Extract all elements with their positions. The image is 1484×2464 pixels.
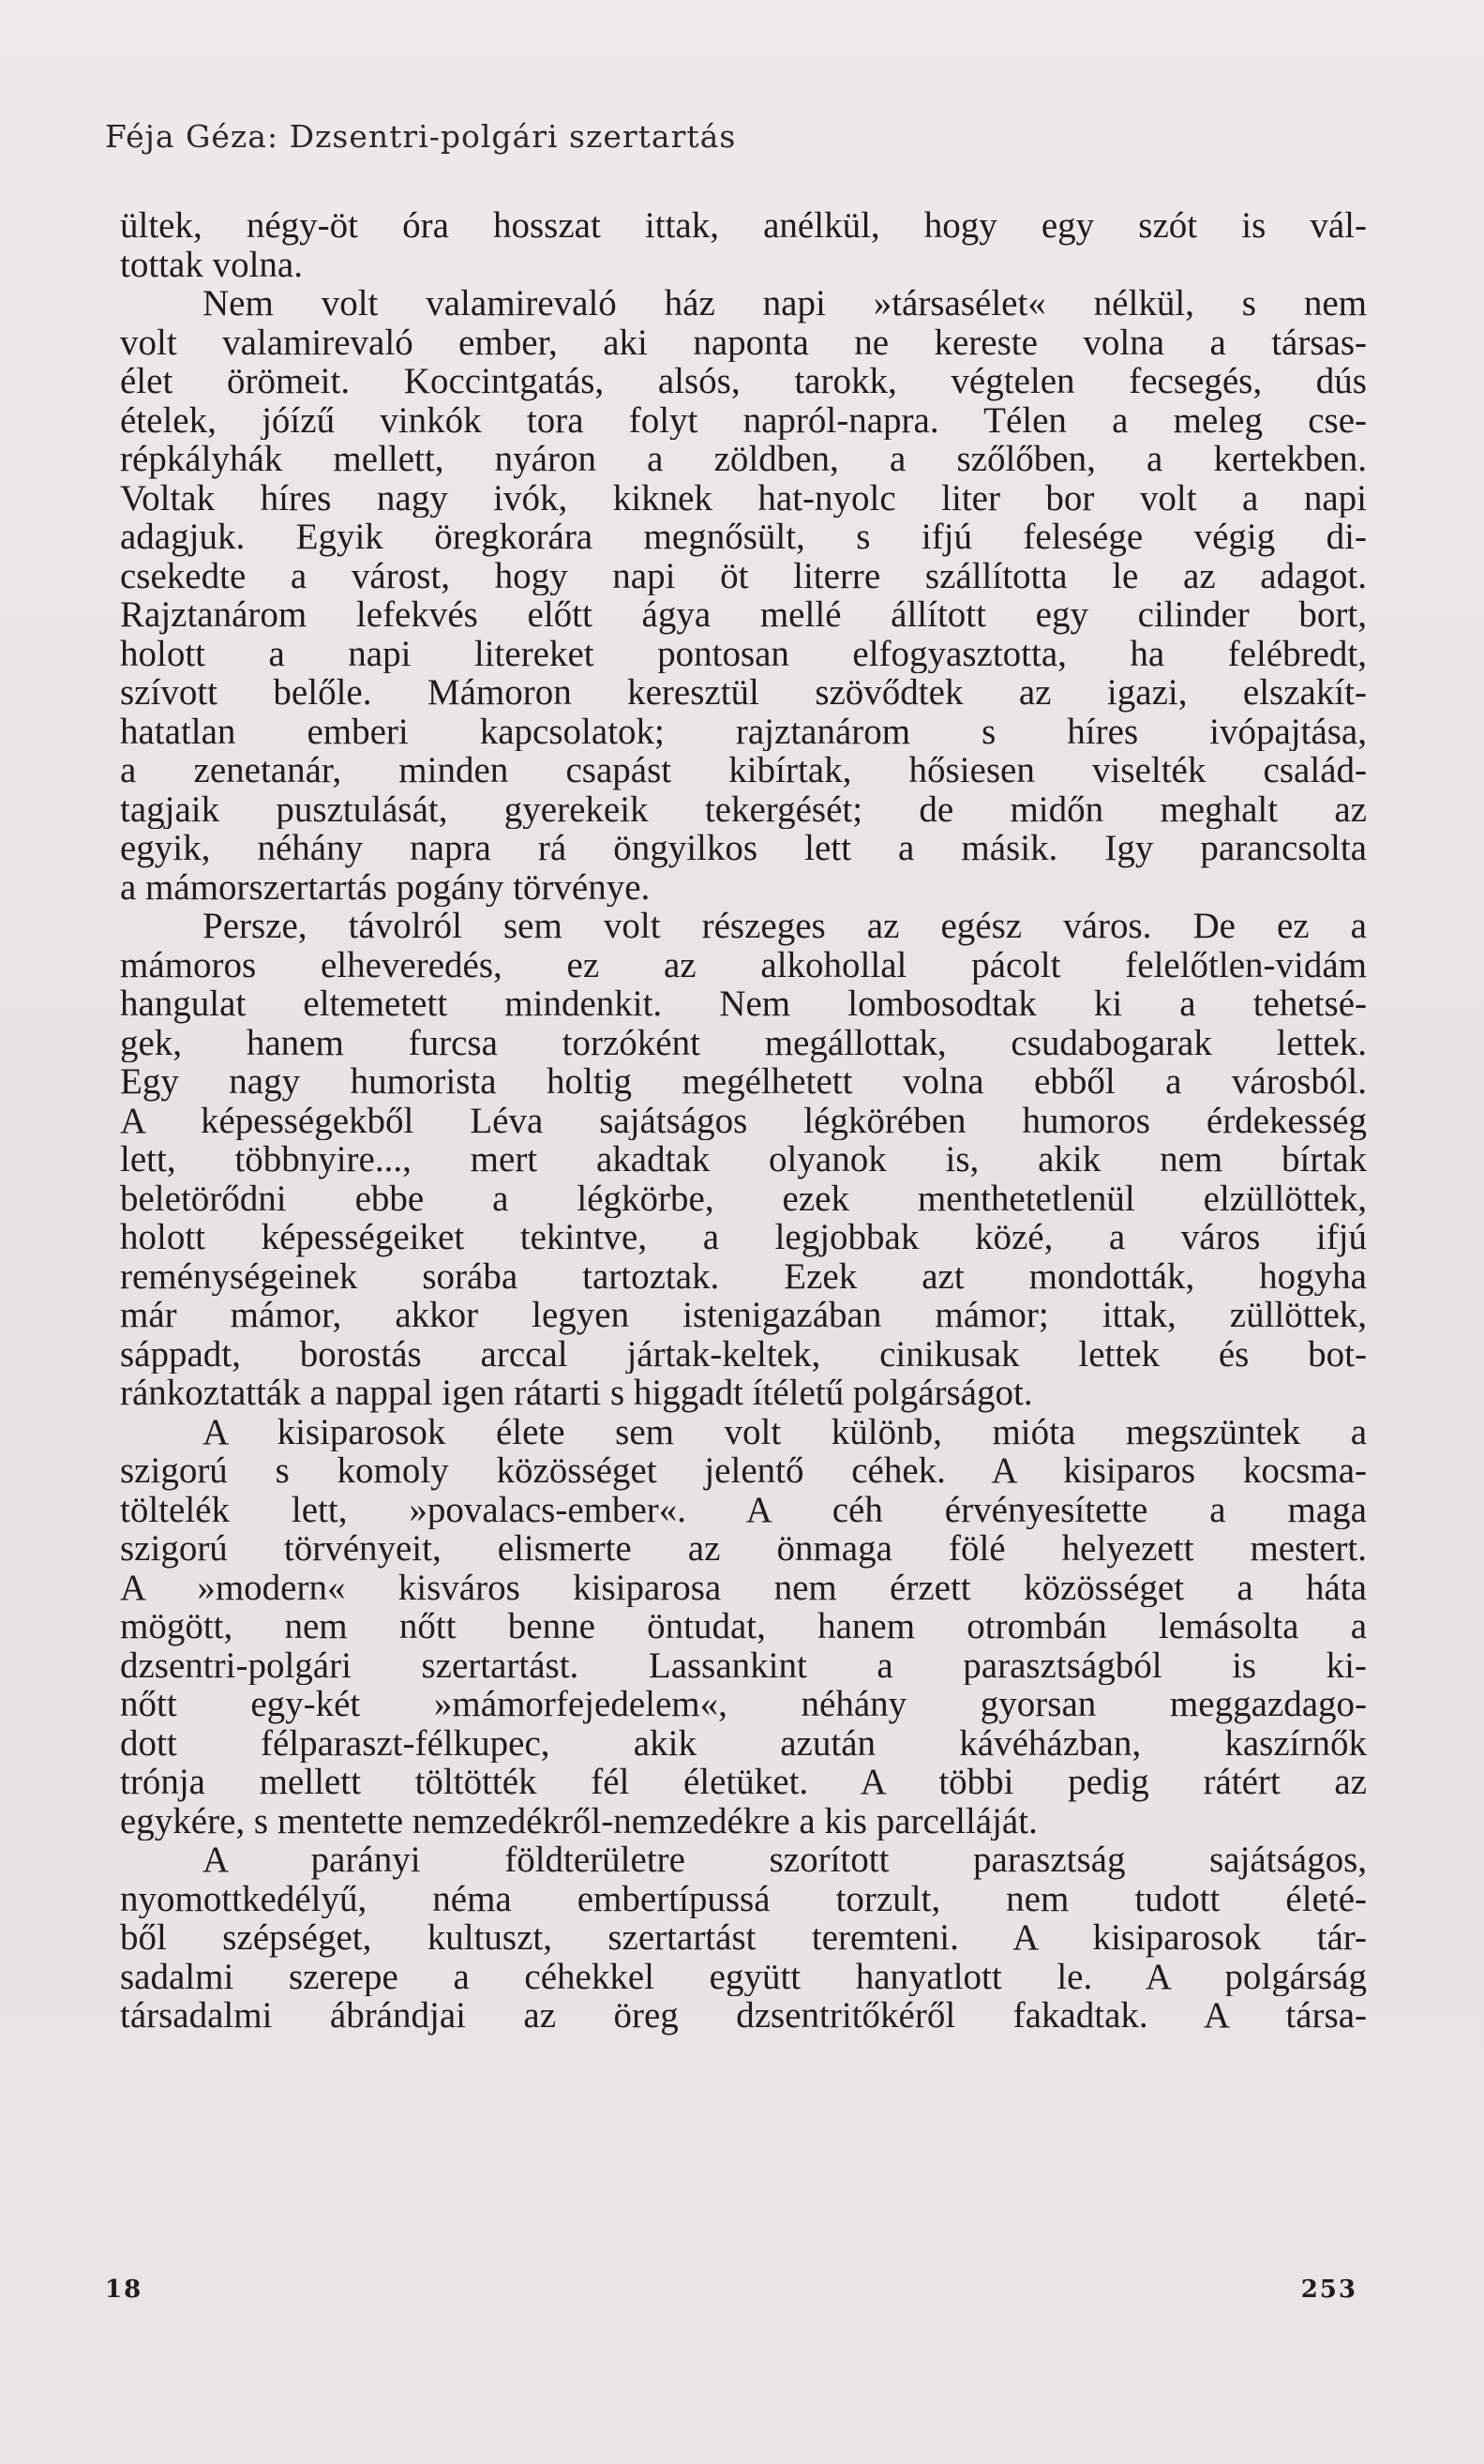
- text-line: Nem volt valamirevaló ház napi »társasélet« nélkül, s nem: [202, 284, 1367, 323]
- text-line: egykére, s mentette nemzedékről-nemzedékre a kis parcelláját.: [120, 1801, 1038, 1840]
- text-line: töltelék lett, »povalacs-ember«. A céh érvényesítette a maga: [120, 1490, 1367, 1529]
- text-line: nőtt egy-két »mámorfejedelem«, néhány gyorsan meggazdago-: [120, 1685, 1367, 1724]
- text-line: a zenetanár, minden csapást kibírtak, hősiesen viselték család-: [120, 751, 1367, 790]
- text-line: Rajztanárom lefekvés előtt ágya mellé állított egy cilinder bort,: [120, 595, 1367, 635]
- text-line: volt valamirevaló ember, aki naponta ne kereste volna a társas-: [120, 323, 1367, 362]
- text-line: ránkoztatták a nappal igen rátarti s higgadt ítéletű polgárságot.: [120, 1374, 1033, 1413]
- text-line: gek, hanem furcsa torzóként megállottak, csudabogarak lettek.: [120, 1023, 1367, 1062]
- body-text: [120, 206, 1367, 2036]
- signature-mark: 18: [105, 2276, 143, 2304]
- text-line: répkályhák mellett, nyáron a zöldben, a szőlőben, a kertekben.: [120, 440, 1367, 479]
- text-line: Persze, távolról sem volt részeges az egész város. De ez a: [202, 907, 1367, 946]
- text-line: Voltak híres nagy ivók, kiknek hat-nyolc liter bor volt a napi: [120, 478, 1367, 518]
- text-line: a mámorszertartás pogány törvénye.: [120, 867, 651, 907]
- text-line: szívott belőle. Mámoron keresztül szövődtek az igazi, elszakít-: [120, 673, 1367, 713]
- text-line: élet örömeit. Koccintgatás, alsós, tarokk, végtelen fecsegés, dús: [120, 362, 1367, 401]
- text-line: dzsentri-polgári szertartást. Lassankint a parasztságból is ki-: [120, 1645, 1367, 1685]
- text-line: trónja mellett töltötték fél életüket. A többi pedig rátért az: [120, 1763, 1367, 1802]
- text-line: mámoros elheveredés, ez az alkohollal pácolt felelőtlen-vidám: [120, 945, 1367, 984]
- text-line: Egy nagy humorista holtig megélhetett volna ebből a városból.: [120, 1062, 1367, 1102]
- text-line: ételek, jóízű vinkók tora folyt napról-napra. Télen a meleg cse-: [120, 400, 1367, 440]
- text-line: szigorú törvényeit, elismerte az önmaga fölé helyezett mestert.: [120, 1529, 1367, 1569]
- text-line: A kisiparosok élete sem volt különb, mióta megszüntek a: [202, 1412, 1367, 1451]
- text-line: hatatlan emberi kapcsolatok; rajztanárom s híres ivópajtása,: [120, 712, 1367, 751]
- text-line: tagjaik pusztulását, gyerekeik tekergését; de midőn meghalt az: [120, 789, 1367, 829]
- text-line: lett, többnyire..., mert akadtak olyanok is, akik nem bírtak: [120, 1140, 1367, 1179]
- text-line: holott képességeiket tekintve, a legjobbak közé, a város ifjú: [120, 1218, 1367, 1257]
- text-line: csekedte a várost, hogy napi öt literre szállította le az adagot.: [120, 556, 1367, 595]
- text-line: szigorú s komoly közösséget jelentő céhek. A kisiparos kocsma-: [120, 1451, 1367, 1491]
- text-line: ültek, négy-öt óra hosszat ittak, anélkül, hogy egy szót is vál-: [120, 206, 1367, 246]
- text-line: adagjuk. Egyik öregkorára megnősült, s ifjú felesége végig di-: [120, 518, 1367, 557]
- text-line: sadalmi szerepe a céhekkel együtt hanyatlott le. A polgárság: [120, 1957, 1367, 1996]
- text-line: reménységeinek sorába tartoztak. Ezek azt mondották, hogyha: [120, 1256, 1367, 1296]
- page-number: 253: [1300, 2276, 1357, 2304]
- text-line: A »modern« kisváros kisiparosa nem érzett közösséget a háta: [120, 1568, 1367, 1607]
- text-line: A képességekből Léva sajátságos légkörében humoros érdekesség: [120, 1101, 1367, 1140]
- text-line: A parányi földterületre szorított parasztság sajátságos,: [202, 1840, 1367, 1880]
- text-line: mögött, nem nőtt benne öntudat, hanem otrombán lemásolta a: [120, 1607, 1367, 1646]
- text-line: tottak volna.: [120, 245, 303, 284]
- running-header: Féja Géza: Dzsentri-polgári szertartás: [105, 118, 737, 155]
- text-line: hangulat eltemetett mindenkit. Nem lombosodtak ki a tehetsé-: [120, 984, 1367, 1024]
- text-line: sáppadt, borostás arccal jártak-keltek, cinikusak lettek és bot-: [120, 1334, 1367, 1374]
- text-line: beletörődni ebbe a légkörbe, ezek menthetetlenül elzüllöttek,: [120, 1179, 1367, 1218]
- text-line: dott félparaszt-félkupec, akik azután kávéházban, kaszírnők: [120, 1723, 1367, 1763]
- text-line: már mámor, akkor legyen istenigazában mámor; ittak, züllöttek,: [120, 1296, 1367, 1335]
- text-line: társadalmi ábrándjai az öreg dzsentritőkéről fakadtak. A társa-: [120, 1996, 1367, 2036]
- text-line: egyik, néhány napra rá öngyilkos lett a másik. Igy parancsolta: [120, 829, 1367, 868]
- text-line: nyomottkedélyű, néma embertípussá torzult, nem tudott életé-: [120, 1879, 1367, 1918]
- text-line: ből szépséget, kultuszt, szertartást teremteni. A kisiparosok tár-: [120, 1918, 1367, 1958]
- text-line: holott a napi litereket pontosan elfogyasztotta, ha felébredt,: [120, 634, 1367, 673]
